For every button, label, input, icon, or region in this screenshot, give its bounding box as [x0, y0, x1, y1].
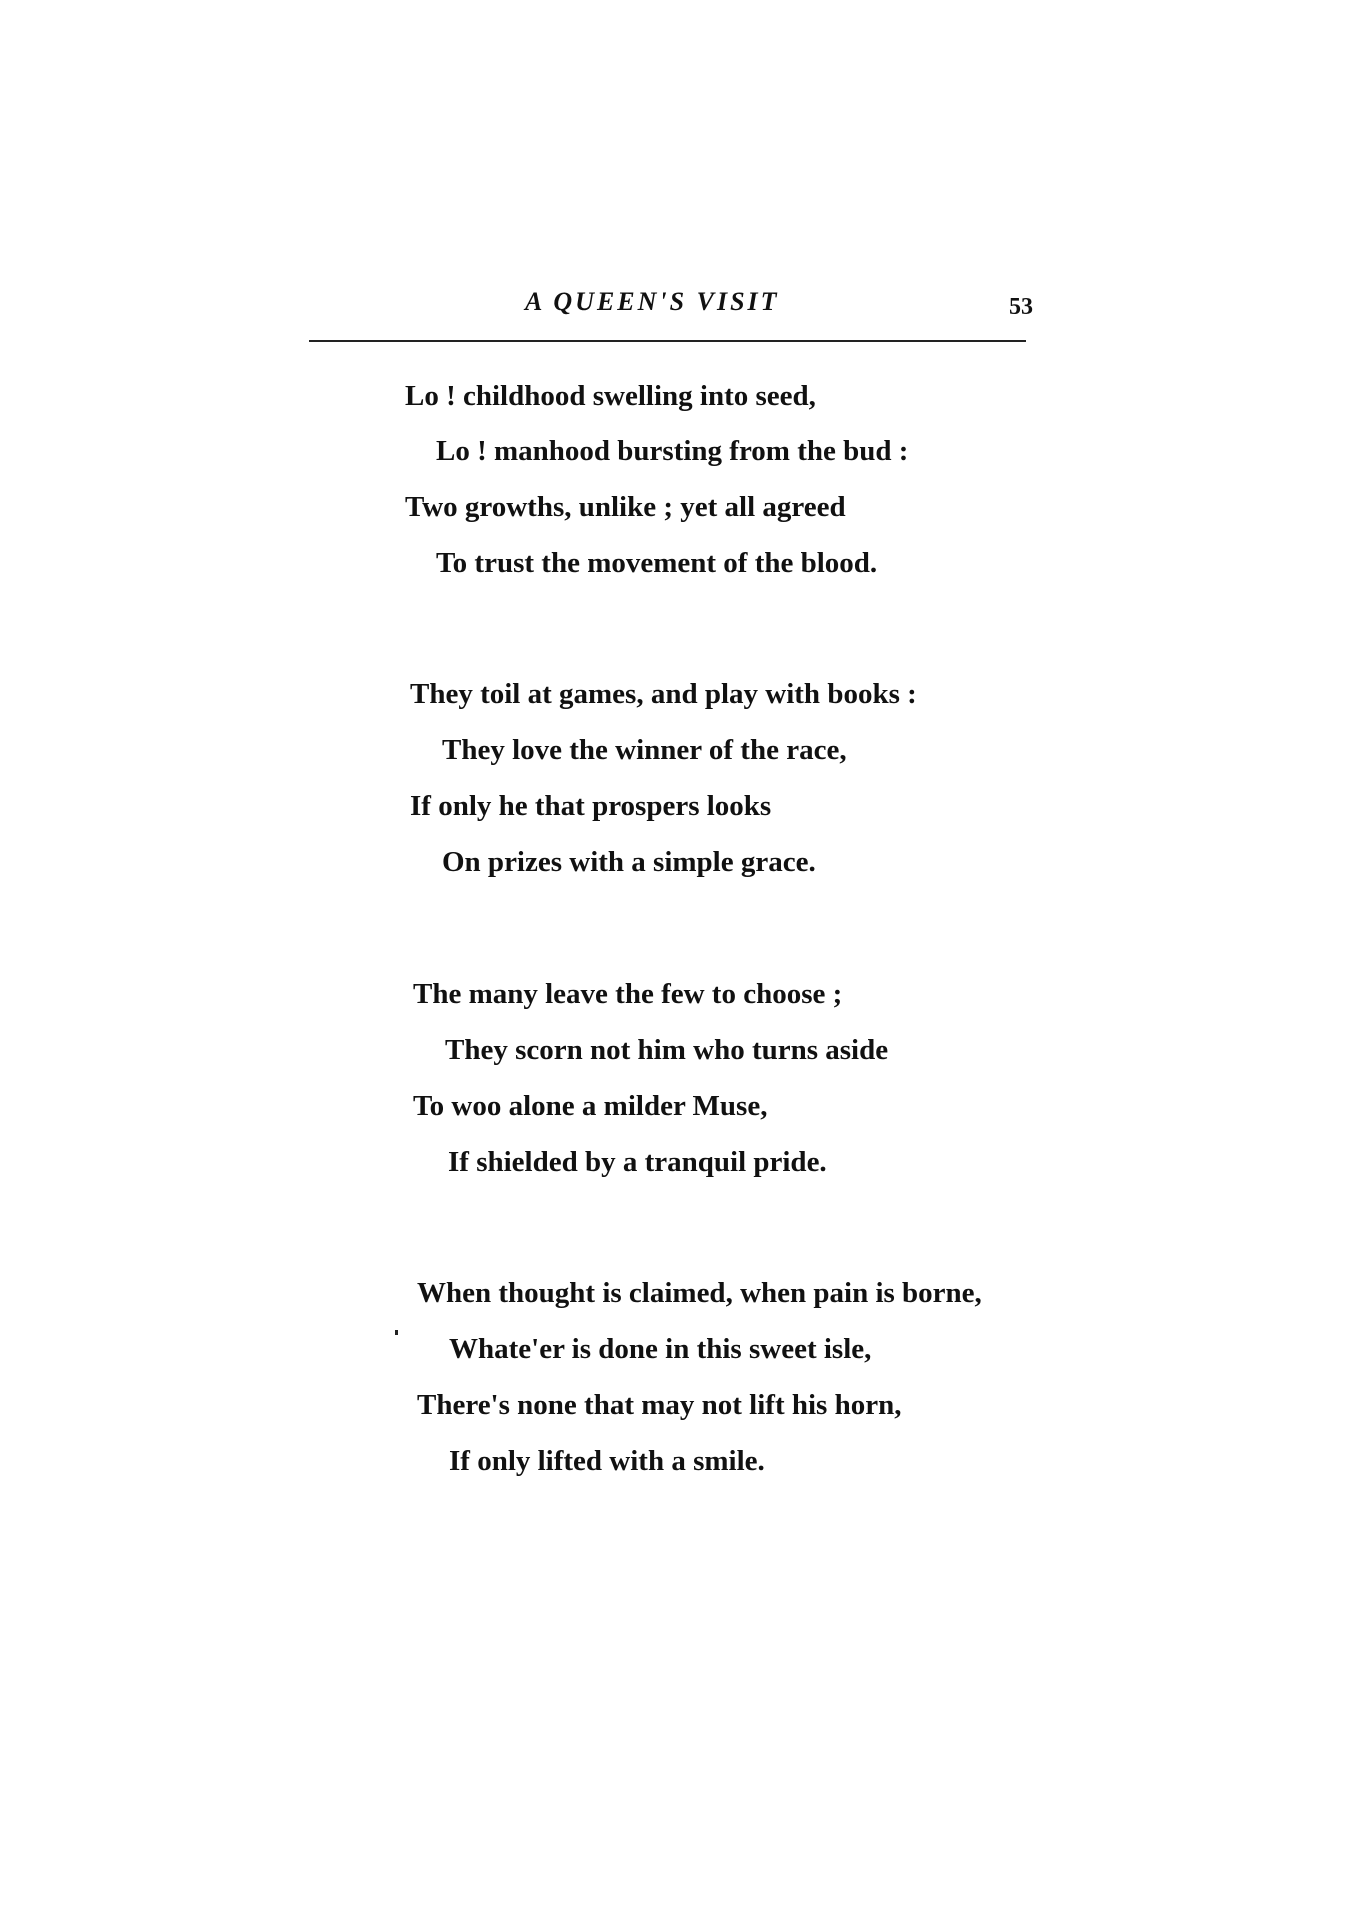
- verse-line: Lo ! manhood bursting from the bud :: [436, 435, 909, 467]
- verse-line: Two growths, unlike ; yet all agreed: [405, 491, 846, 523]
- verse-line: If shielded by a tranquil pride.: [448, 1146, 827, 1178]
- verse-line: On prizes with a simple grace.: [442, 846, 816, 878]
- page-number: 53: [1009, 294, 1033, 320]
- running-head-title: A QUEEN'S VISIT: [525, 287, 780, 316]
- verse-line: Lo ! childhood swelling into seed,: [405, 380, 816, 412]
- verse-line: They scorn not him who turns aside: [445, 1034, 889, 1066]
- verse-line: When thought is claimed, when pain is borne,: [417, 1277, 982, 1309]
- verse-line: They love the winner of the race,: [442, 734, 847, 766]
- verse-line: If only lifted with a smile.: [449, 1445, 765, 1477]
- verse-line: To woo alone a milder Muse,: [413, 1090, 768, 1122]
- verse-line: Whate'er is done in this sweet isle,: [449, 1333, 872, 1365]
- stray-ink-mark: [395, 1330, 398, 1335]
- verse-line: If only he that prospers looks: [410, 790, 772, 822]
- verse-line: To trust the movement of the blood.: [436, 547, 878, 579]
- verse-line: The many leave the few to choose ;: [413, 978, 843, 1010]
- verse-line: There's none that may not lift his horn,: [417, 1389, 902, 1421]
- header-rule: [309, 340, 1026, 342]
- verse-line: They toil at games, and play with books :: [410, 678, 917, 710]
